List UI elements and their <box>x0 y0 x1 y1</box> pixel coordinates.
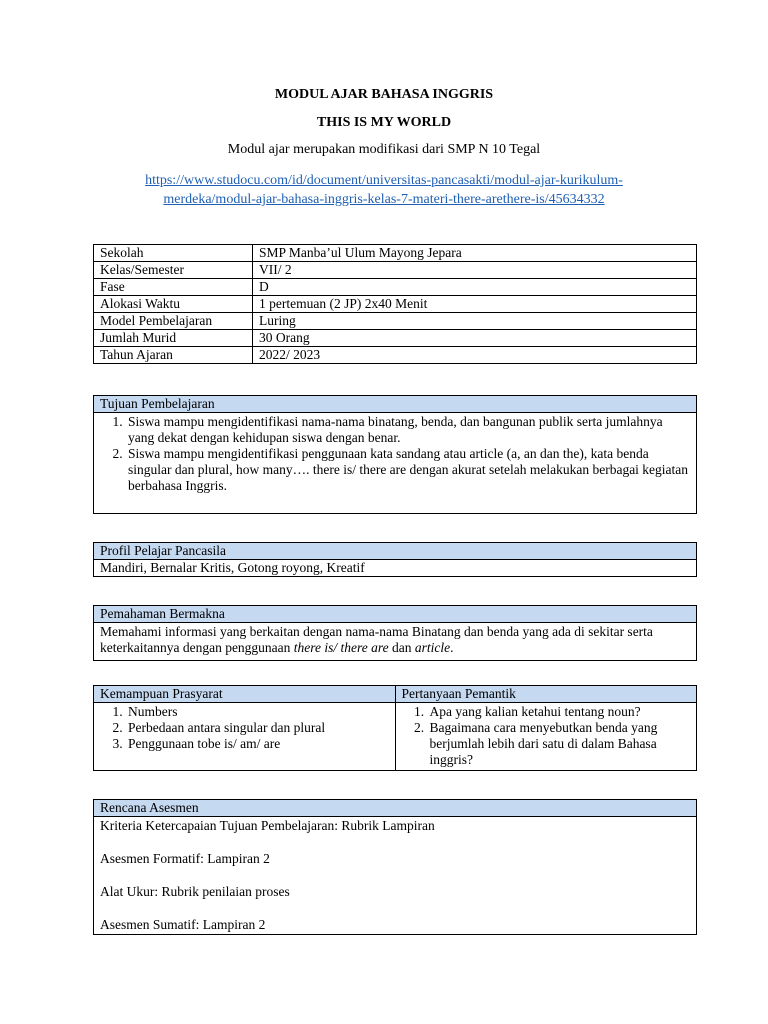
list-item: 2. Bagaimana cara menyebutkan benda yang berjumlah lebih dari satu di dalam Bahasa inggris? <box>428 720 691 768</box>
assessment-line: Asesmen Formatif: Lampiran 2 <box>100 851 270 866</box>
info-label: Kelas/Semester <box>94 262 253 279</box>
info-label: Model Pembelajaran <box>94 313 253 330</box>
pancasila-profile-table <box>93 542 697 577</box>
assessment-line: Asesmen Sumatif: Lampiran 2 <box>100 917 266 932</box>
info-label: Fase <box>94 279 253 296</box>
prerequisites-list <box>100 704 389 752</box>
info-value: Luring <box>253 313 697 330</box>
section-heading: Tujuan Pembelajaran <box>94 396 697 413</box>
section-heading: Rencana Asesmen <box>94 800 697 817</box>
table-row <box>94 313 697 330</box>
assessment-plan-table <box>93 799 697 935</box>
section-heading: Profil Pelajar Pancasila <box>94 543 697 560</box>
list-item: 3. Penggunaan tobe is/ am/ are <box>126 736 389 752</box>
text-segment: Memahami informasi yang berkaitan dengan nama-nama Binatang dan benda yang ada di sekitar serta keterkaitannya dengan penggunaan <box>100 624 653 655</box>
info-value: D <box>253 279 697 296</box>
objectives-cell <box>94 413 697 514</box>
italic-term: there is/ there are <box>293 640 389 655</box>
prerequisites-cell <box>94 703 396 771</box>
prerequisites-table <box>93 685 697 771</box>
source-link-line-1[interactable]: https://www.studocu.com/id/document/universitas-pancasakti/modul-ajar-kurikulum- <box>145 173 623 188</box>
questions-list <box>402 704 691 768</box>
table-row <box>94 330 697 347</box>
table-row <box>94 262 697 279</box>
info-value: 30 Orang <box>253 330 697 347</box>
info-label: Sekolah <box>94 245 253 262</box>
document-title: MODUL AJAR BAHASA INGGRIS <box>274 87 494 102</box>
learning-objectives-table <box>93 395 697 514</box>
italic-term: article <box>414 640 451 655</box>
text-segment: . <box>450 640 454 655</box>
trigger-questions-cell <box>395 703 697 771</box>
table-row <box>94 347 697 364</box>
info-value: 2022/ 2023 <box>253 347 697 364</box>
list-item: 2. Siswa mampu mengidentifikasi penggunaan kata sandang atau article (a, an dan the), kata benda singular dan plural, how many…. there is/ there are dengan akurat setelah melakukan berbagai kegiatan berbahasa Inggris. <box>126 446 690 494</box>
table-row <box>94 279 697 296</box>
info-value: 1 pertemuan (2 JP) 2x40 Menit <box>253 296 697 313</box>
table-row <box>94 296 697 313</box>
objectives-list <box>100 414 690 494</box>
info-label: Tahun Ajaran <box>94 347 253 364</box>
section-heading: Pertanyaan Pemantik <box>395 686 697 703</box>
identity-table <box>93 244 697 364</box>
text-segment: dan <box>388 640 415 655</box>
list-item: 1. Apa yang kalian ketahui tentang noun? <box>428 704 691 720</box>
profile-value: Mandiri, Bernalar Kritis, Gotong royong, Kreatif <box>94 560 697 577</box>
source-note: Modul ajar merupakan modifikasi dari SMP N 10 Tegal <box>227 142 541 157</box>
list-item: 1. Numbers <box>126 704 389 720</box>
assessment-line: Kriteria Ketercapaian Tujuan Pembelajaran: Rubrik Lampiran <box>100 818 435 833</box>
source-link-line-2[interactable]: merdeka/modul-ajar-bahasa-inggris-kelas-7-materi-there-arethere-is/45634332 <box>163 192 605 207</box>
info-value: VII/ 2 <box>253 262 697 279</box>
document-subtitle: THIS IS MY WORLD <box>316 115 452 130</box>
assessment-line: Alat Ukur: Rubrik penilaian proses <box>100 884 290 899</box>
section-heading: Kemampuan Prasyarat <box>94 686 396 703</box>
meaningful-understanding-table <box>93 605 697 661</box>
table-row <box>94 245 697 262</box>
understanding-text <box>94 623 697 661</box>
assessment-cell <box>94 817 697 935</box>
info-label: Alokasi Waktu <box>94 296 253 313</box>
list-item: 1. Siswa mampu mengidentifikasi nama-nama binatang, benda, dan bangunan publik serta jumlahnya yang dekat dengan kehidupan siswa dengan benar. <box>126 414 690 446</box>
info-label: Jumlah Murid <box>94 330 253 347</box>
source-link[interactable] <box>0 171 768 209</box>
list-item: 2. Perbedaan antara singular dan plural <box>126 720 389 736</box>
section-heading: Pemahaman Bermakna <box>94 606 697 623</box>
info-value: SMP Manba’ul Ulum Mayong Jepara <box>253 245 697 262</box>
